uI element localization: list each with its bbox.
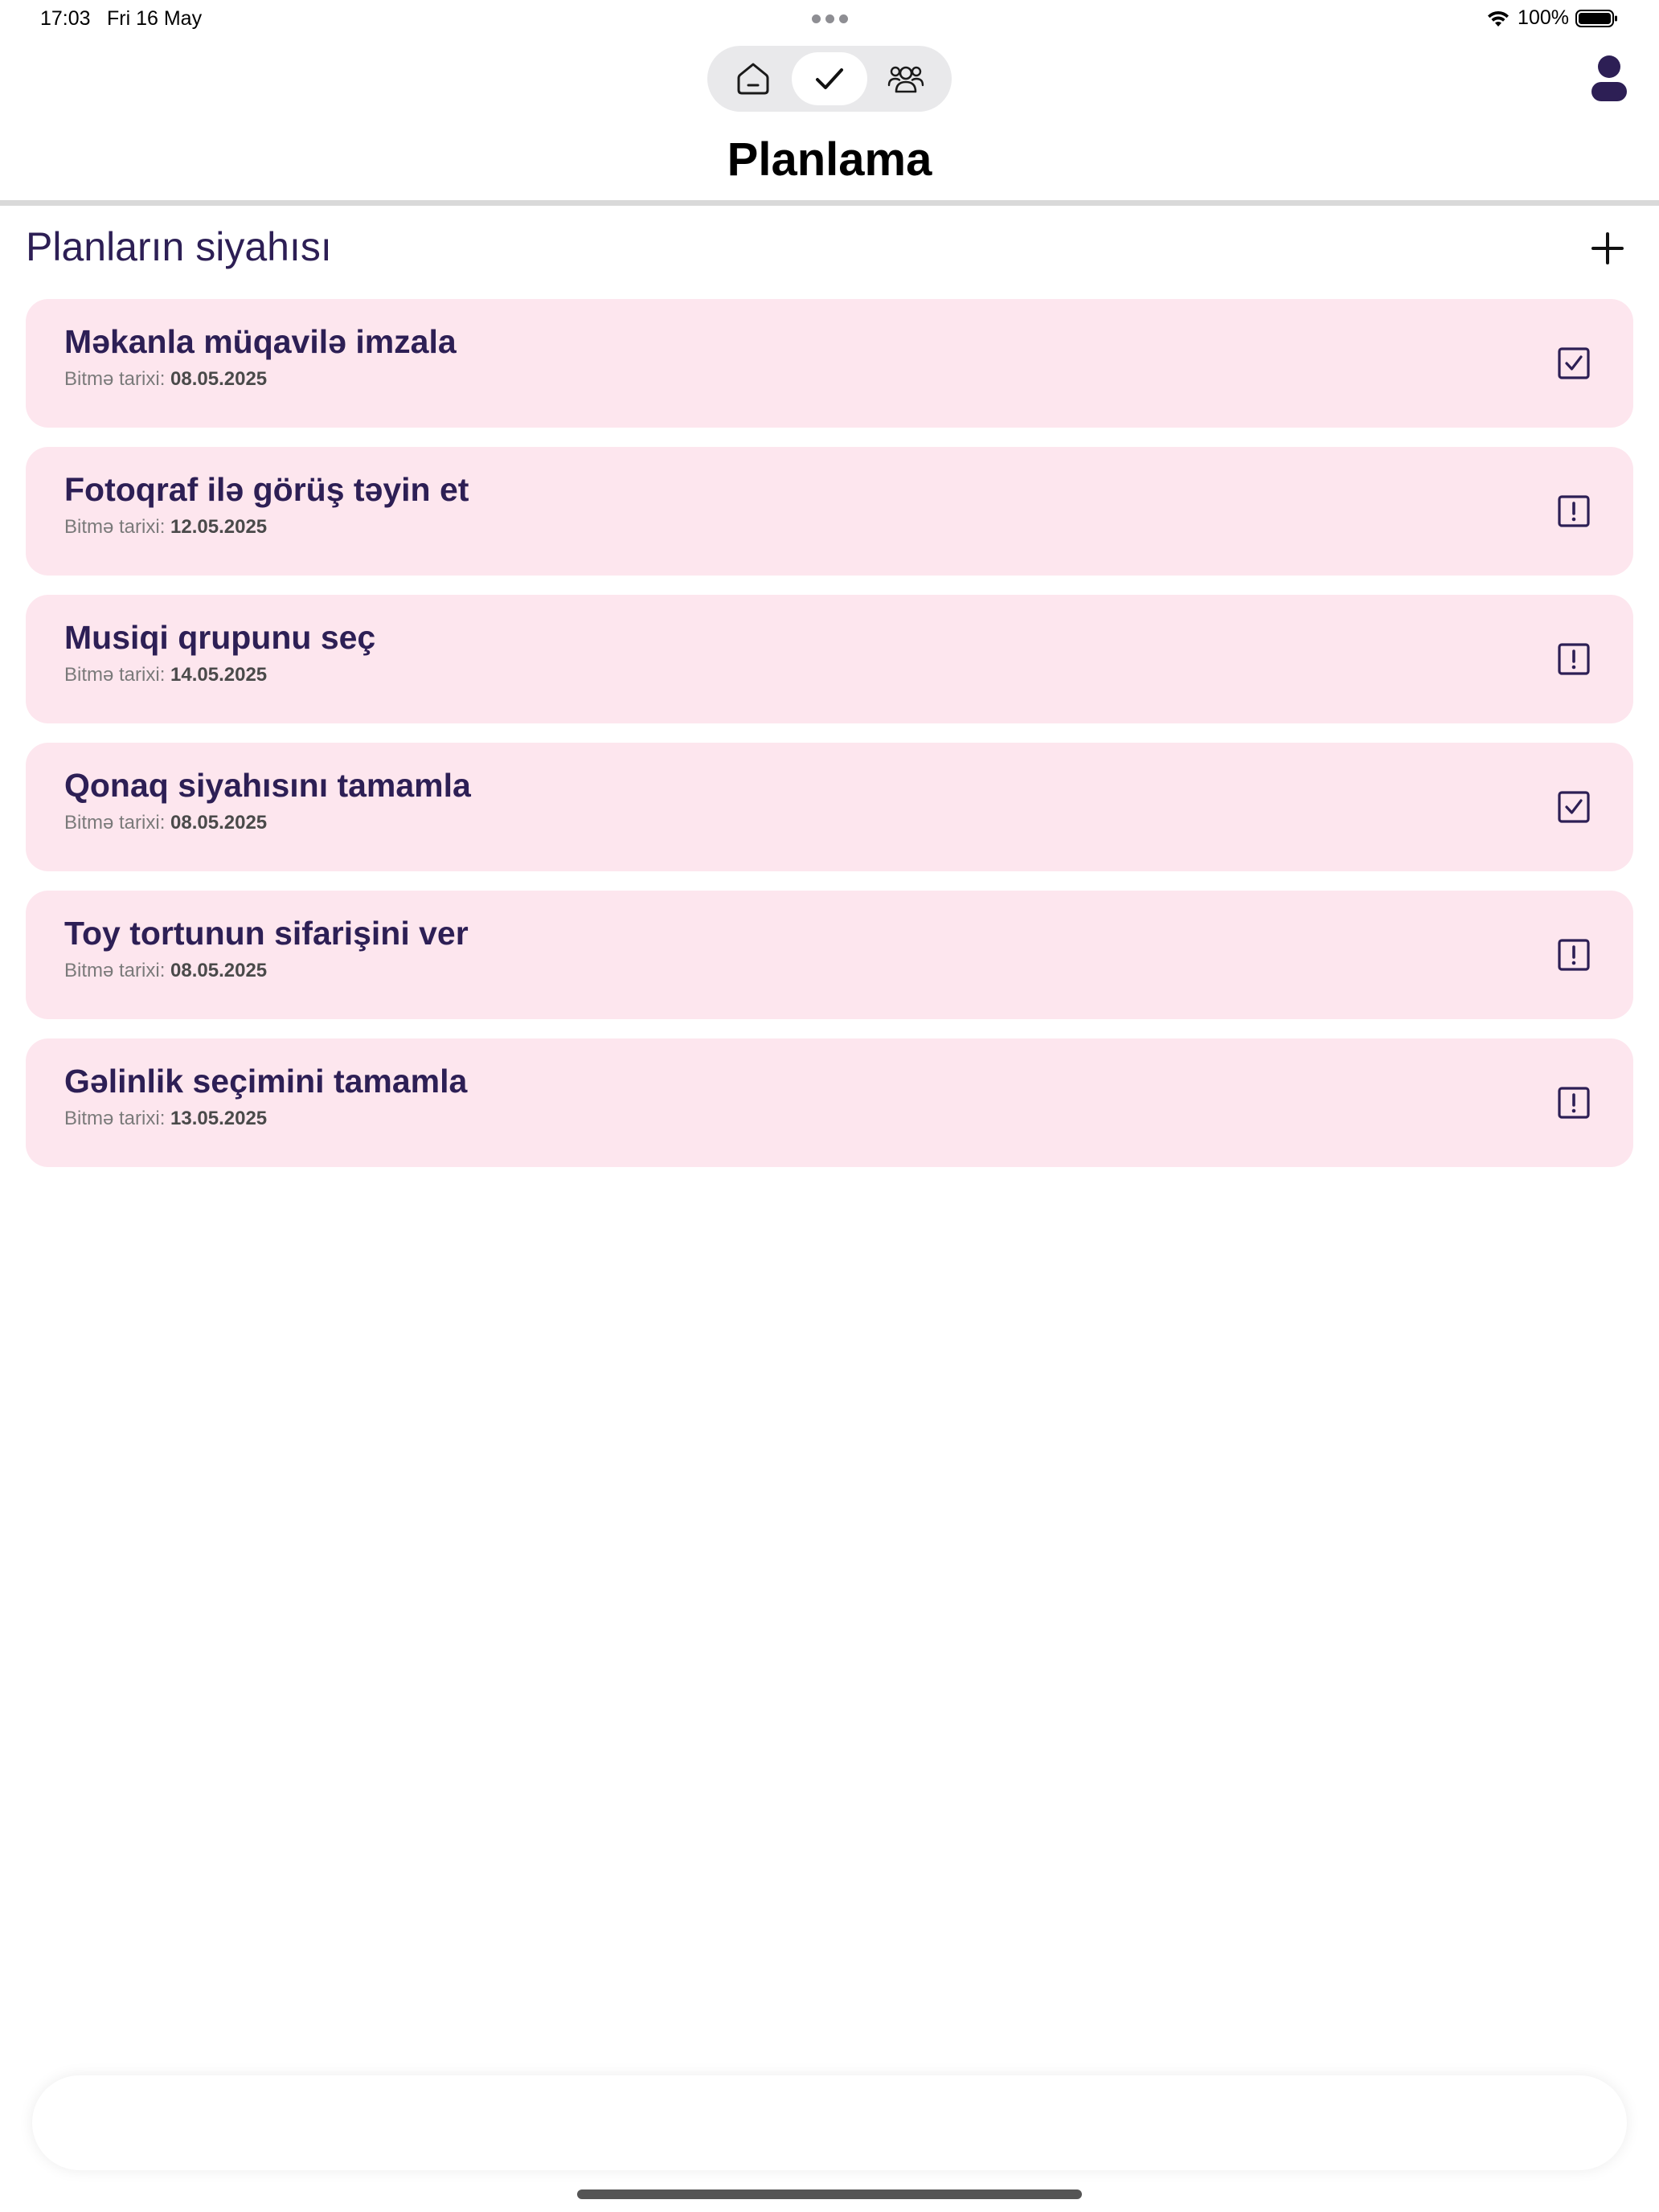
plan-item[interactable] xyxy=(26,595,1633,723)
plan-item[interactable] xyxy=(26,743,1633,871)
plan-date-label: Bitmə tarixi: xyxy=(64,516,166,538)
profile-avatar-icon[interactable] xyxy=(1590,55,1628,103)
alert-icon xyxy=(1558,495,1590,527)
plan-title: Gəlinlik seçimini tamamla xyxy=(64,1063,468,1100)
plan-title: Qonaq siyahısını tamamla xyxy=(64,767,471,804)
tab-home[interactable] xyxy=(715,52,791,105)
plus-icon xyxy=(1590,231,1625,266)
add-plan-button[interactable] xyxy=(1588,229,1627,268)
tab-guests[interactable] xyxy=(868,52,944,105)
plan-item[interactable] xyxy=(26,299,1633,428)
battery-percent: 100% xyxy=(1518,6,1569,29)
plan-date-label: Bitmə tarixi: xyxy=(64,960,166,981)
plan-status-toggle[interactable] xyxy=(1558,643,1590,675)
alert-icon xyxy=(1558,1087,1590,1119)
plan-due-date xyxy=(64,368,267,391)
checked-icon xyxy=(1558,791,1590,823)
plan-status-toggle[interactable] xyxy=(1558,347,1590,379)
status-date: Fri 16 May xyxy=(107,7,203,30)
plan-due-date xyxy=(64,1108,267,1130)
tab-planning[interactable] xyxy=(792,52,867,105)
plan-status-toggle[interactable] xyxy=(1558,791,1590,823)
checked-icon xyxy=(1558,347,1590,379)
plan-title: Toy tortunun sifarişini ver xyxy=(64,915,469,952)
section-title: Planların siyahısı xyxy=(26,224,332,269)
tab-switcher xyxy=(707,46,952,112)
people-icon xyxy=(887,61,925,96)
plan-status-toggle[interactable] xyxy=(1558,1087,1590,1119)
plan-date-label: Bitmə tarixi: xyxy=(64,812,166,834)
status-indicators xyxy=(1485,6,1619,30)
bottom-bar xyxy=(32,2075,1627,2170)
battery-icon xyxy=(1575,9,1619,28)
plan-item[interactable] xyxy=(26,447,1633,576)
plan-title: Məkanla müqavilə imzala xyxy=(64,323,457,360)
plan-title: Musiqi qrupunu seç xyxy=(64,619,376,656)
plan-due-date xyxy=(64,960,267,982)
multitasking-dots-icon[interactable] xyxy=(812,14,848,23)
alert-icon xyxy=(1558,939,1590,971)
plan-date-value: 13.05.2025 xyxy=(170,1108,268,1129)
plan-date-label: Bitmə tarixi: xyxy=(64,368,166,390)
plan-date-value: 14.05.2025 xyxy=(170,664,268,686)
plan-status-toggle[interactable] xyxy=(1558,939,1590,971)
plan-item[interactable] xyxy=(26,891,1633,1019)
plan-date-label: Bitmə tarixi: xyxy=(64,1108,166,1129)
wifi-icon xyxy=(1485,9,1511,28)
status-bar xyxy=(0,0,1659,39)
plan-date-value: 08.05.2025 xyxy=(170,812,268,834)
plan-due-date xyxy=(64,812,267,834)
home-indicator[interactable] xyxy=(577,2189,1082,2199)
plan-status-toggle[interactable] xyxy=(1558,495,1590,527)
plan-date-value: 12.05.2025 xyxy=(170,516,268,538)
status-time: 17:03 xyxy=(40,7,91,30)
plan-list xyxy=(26,299,1633,1186)
plan-date-value: 08.05.2025 xyxy=(170,368,268,390)
alert-icon xyxy=(1558,643,1590,675)
title-divider xyxy=(0,200,1659,206)
plan-due-date xyxy=(64,516,267,539)
plan-date-label: Bitmə tarixi: xyxy=(64,664,166,686)
plan-date-value: 08.05.2025 xyxy=(170,960,268,981)
check-icon xyxy=(813,63,846,95)
plan-due-date xyxy=(64,664,267,686)
page-title: Planlama xyxy=(727,133,932,186)
home-icon xyxy=(735,61,771,96)
plan-item[interactable] xyxy=(26,1038,1633,1167)
plan-title: Fotoqraf ilə görüş təyin et xyxy=(64,471,469,508)
